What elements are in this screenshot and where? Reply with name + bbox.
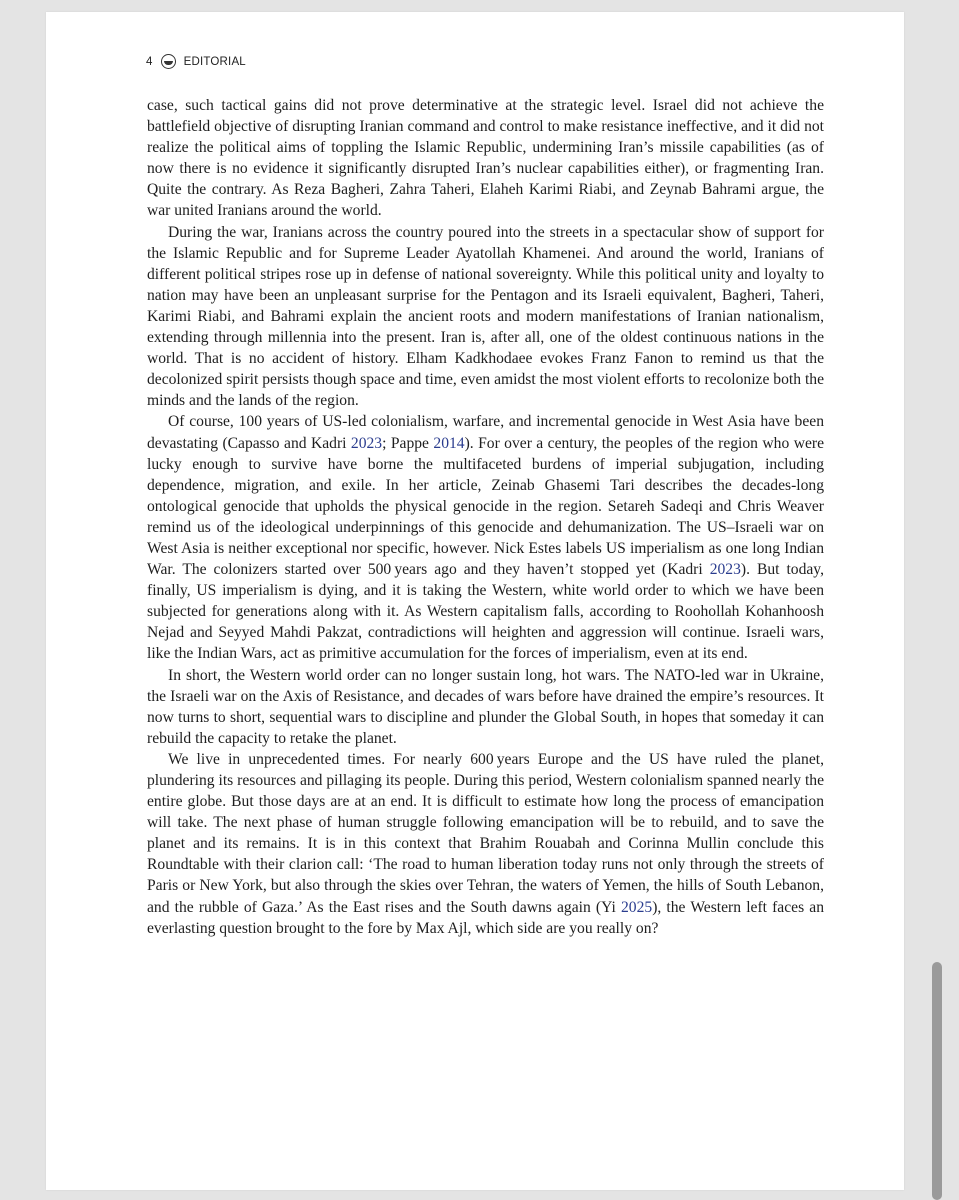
scrollbar-thumb[interactable] xyxy=(932,962,942,1200)
running-head xyxy=(146,54,246,69)
section-title: EDITORIAL xyxy=(183,55,246,68)
journal-logo-icon xyxy=(161,54,176,69)
paragraph-1: case, such tactical gains did not prove determinative at the strategic level. Israel did not achieve the battlefield objective of disrupting Iranian command and control to make resistance ineffective, and it did not realize the political aims of toppling the Islamic Republic, undermining Iran’s missile capabilities (as of now there is no evidence it significantly disrupted Iran’s nuclear capabilities either), or fragmenting Iran. Quite the contrary. As Reza Bagheri, Zahra Taheri, Elaheh Karimi Riabi, and Zeynab Bahrami argue, the war united Iranians around the world. xyxy=(147,97,824,220)
citation-pappe-2014[interactable]: 2014 xyxy=(433,434,465,452)
paragraph-5-text-a: We live in unprecedented times. For nearly 600 years Europe and the US have ruled the planet, plundering its resources and pillaging its people. During this period, Western colonialism spanned nearly the entire globe. But those days are at an end. It is difficult to estimate how long the process of emancipation will take. The next phase of human struggle following emancipation will be to rebuild, and to save the planet and its remains. It is in this context that Brahim Rouabah and Corinna Mullin conclude this Roundtable with their clarion call: ‘The road to human liberation today runs not only through the streets of Paris or New York, but also through the skies over Tehran, the waters of Yemen, the hills of South Lebanon, and the rubble of Gaza.’ As the East rises and the South dawns again (Yi xyxy=(147,750,824,916)
paragraph-2: During the war, Iranians across the country poured into the streets in a spectacular show of support for the Islamic Republic and for Supreme Leader Ayatollah Khamenei. And around the world, Iranians of different political stripes rose up in defense of national sovereignty. While this political unity and loyalty to nation may have been an unpleasant surprise for the Pentagon and its Israeli equivalent, Bagheri, Taheri, Karimi Riabi, and Bahrami explain the ancient roots and modern manifestations of Iranian nationalism, extending through millennia into the present. Iran is, after all, one of the oldest continuous nations in the world. That is no accident of history. Elham Kadkhodaee evokes Franz Fanon to remind us that the decolonized spirit persists though space and time, even amidst the most violent efforts to recolonize both the minds and the lands of the region. xyxy=(147,223,824,410)
document-page xyxy=(46,12,904,1190)
paragraph-4: In short, the Western world order can no longer sustain long, hot wars. The NATO-led war in Ukraine, the Israeli war on the Axis of Resistance, and decades of wars before have drained the empire’s resources. It now turns to short, sequential wars to discipline and plunder the Global South, in hopes that someday it can rebuild the capacity to retake the planet. xyxy=(147,666,824,747)
body-text xyxy=(147,95,824,939)
paragraph-3-text-c: ). For over a century, the peoples of the region who were lucky enough to survive have borne the multifaceted burdens of imperial subjugation, including dependence, migration, and exile. In her article, Zeinab Ghasemi Tari describes the decades-long ontological genocide that upholds the physical genocide in the region. Setareh Sadeqi and Chris Weaver remind us of the ideological underpinnings of this genocide and dehumanization. The US–Israeli war on West Asia is neither exceptional nor specific, however. Nick Estes labels US imperialism as one long Indian War. The colonizers started over 500 years ago and they haven’t stopped yet (Kadri xyxy=(147,434,824,579)
paragraph-3-text-b: ; Pappe xyxy=(382,434,434,452)
citation-yi-2025[interactable]: 2025 xyxy=(621,898,653,916)
paragraph-3-text-d: ). But today, finally, US imperialism is dying, and it is taking the Western, white world order to which we have been subjected for generations along with it. As Western capitalism falls, according to Roohollah Kohanhoosh Nejad and Seyyed Mahdi Pakzat, contradictions will heighten and aggression will continue. Israeli wars, like the Indian Wars, act as primitive accumulation for the forces of imperialism, even at its end. xyxy=(147,561,824,663)
paragraph-5 xyxy=(147,749,824,939)
citation-kadri-2023[interactable]: 2023 xyxy=(709,561,741,579)
paragraph-5-text-b: ), the Western left faces an everlasting question brought to the fore by Max Ajl, which side are you really on? xyxy=(147,898,825,937)
paragraph-3-text-a: Of course, 100 years of US-led colonialism, warfare, and incremental genocide in West Asia have been devastating (Capasso and Kadri xyxy=(147,413,824,452)
page-number: 4 xyxy=(146,55,153,68)
paragraph-3 xyxy=(147,411,824,664)
citation-capasso-kadri-2023[interactable]: 2023 xyxy=(350,434,383,452)
